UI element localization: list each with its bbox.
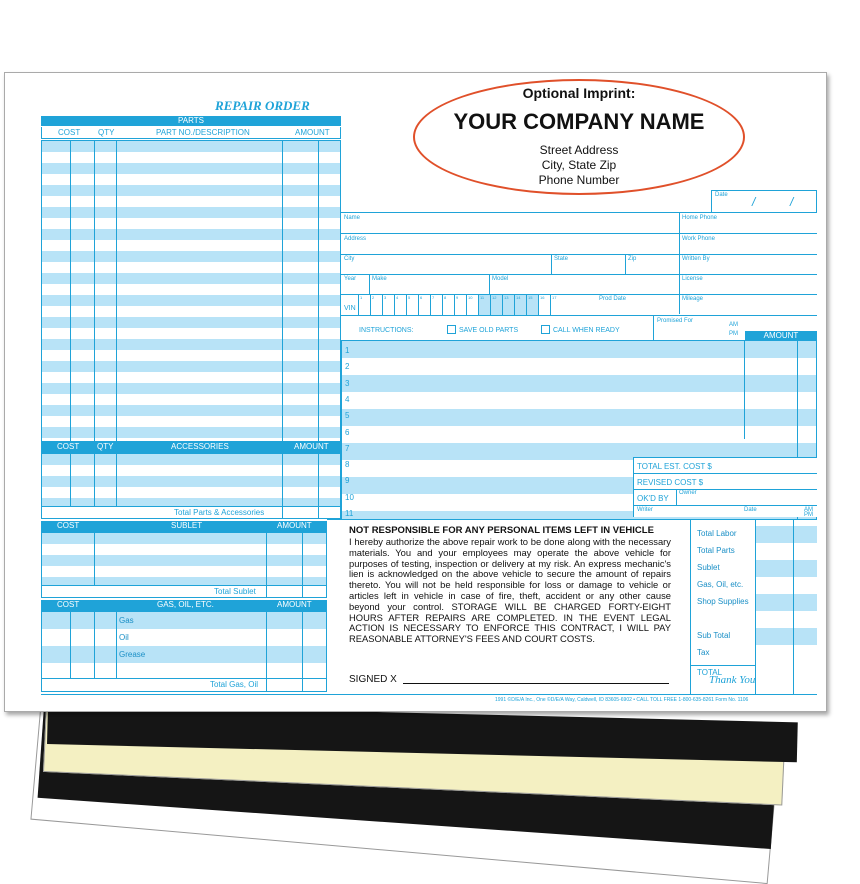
vin-digit-box[interactable]: 3	[382, 295, 394, 315]
okd-by-label[interactable]: OK'D BY	[637, 494, 669, 503]
vin-digit-box[interactable]: 16	[538, 295, 550, 315]
totals-item-label: Total Parts	[697, 546, 735, 555]
state-field[interactable]: State	[554, 256, 569, 262]
total-est-cost-label[interactable]: TOTAL EST. COST $	[637, 462, 712, 471]
parts-header: PARTS	[41, 116, 341, 126]
vin-digit-box[interactable]: 1	[358, 295, 370, 315]
company-name: YOUR COMPANY NAME	[453, 109, 705, 134]
totals-item-label: Sub Total	[697, 631, 731, 640]
instructions-row: INSTRUCTIONS: SAVE OLD PARTS CALL WHEN READY Promised For AM PM	[341, 315, 817, 341]
instruction-line-number: 9	[345, 476, 350, 486]
instructions-label: INSTRUCTIONS:	[359, 327, 414, 334]
oil-label: Oil	[119, 633, 129, 642]
parts-table-rows[interactable]	[41, 140, 341, 442]
license-field[interactable]: License	[682, 276, 703, 282]
total-parts-accessories-row[interactable]	[41, 507, 341, 519]
instruction-line-number: 3	[345, 378, 350, 388]
address-field[interactable]: Address	[344, 236, 367, 242]
instruction-line-number: 11	[345, 509, 354, 518]
instruction-line-number: 2	[345, 362, 350, 372]
amount-header: AMOUNT	[745, 331, 817, 341]
totals-item-label: Shop Supplies	[697, 597, 749, 606]
call-when-ready-checkbox[interactable]	[541, 325, 550, 334]
instruction-line-number: 10	[345, 492, 354, 502]
totals-column	[691, 519, 817, 694]
signed-label: SIGNED X	[349, 674, 397, 685]
sublet-table-rows[interactable]	[41, 532, 327, 586]
vin-digit-boxes[interactable]	[358, 295, 562, 315]
instruction-line-number: 4	[345, 394, 350, 404]
total-sublet-row[interactable]	[41, 586, 327, 598]
vin-digit-box[interactable]: 14	[514, 295, 526, 315]
thank-you-text: Thank You	[709, 674, 756, 686]
home-phone-field[interactable]: Home Phone	[682, 215, 718, 221]
save-old-parts-label: SAVE OLD PARTS	[459, 327, 519, 334]
form-footer: 1991 ©D/E/A Inc., One ©D/E/A Way, Caldwell, ID 83605-6902 • CALL TOLL FREE 1-800-635-8261 Form No. 1106	[495, 697, 749, 703]
grease-label: Grease	[119, 650, 146, 659]
signature-line[interactable]	[403, 683, 669, 684]
sublet-header: COST SUBLET AMOUNT	[41, 521, 327, 532]
name-field[interactable]: Name	[344, 215, 361, 221]
call-when-ready-label: CALL WHEN READY	[553, 327, 620, 334]
save-old-parts-checkbox[interactable]	[447, 325, 456, 334]
year-field[interactable]: Year	[344, 276, 357, 282]
city-field[interactable]: City	[344, 256, 355, 262]
city-state-zip: City, State Zip	[541, 158, 617, 172]
legal-body: I hereby authorize the above repair work to be done along with the necessary materials. You and your employees may operate the above vehicle for purposes of testing, inspection or delivery at my risk. An express mechanic's lien is acknowledged on the above vehicle to secure the amount of repairs thereto. You will not be held responsible for loss or damage to vehicle or articles left in vehicle in case of fire, theft, accident or any other cause beyond your control. STORAGE WILL BE CHARGED FORTY-EIGHT HOURS AFTER REPAIRS ARE COMPLETED. IN THE EVENT LEGAL ACTION IS NECESSARY TO ENFORCE THIS CONTRACT, I WILL PAY REASONABLE ATTORNEY'S FEES AND COURT COSTS.	[349, 536, 671, 645]
vin-digit-box[interactable]: 2	[370, 295, 382, 315]
revised-cost-label[interactable]: REVISED COST $	[637, 478, 704, 487]
vin-digit-box[interactable]: 11	[478, 295, 490, 315]
legal-heading: NOT RESPONSIBLE FOR ANY PERSONAL ITEMS LEFT IN VEHICLE	[349, 525, 654, 536]
total-label: TOTAL	[697, 668, 723, 677]
estimate-box: TOTAL EST. COST $ REVISED COST $ OK'D BY Owner Writer Date AM PM	[633, 457, 817, 517]
vin-digit-box[interactable]: 9	[454, 295, 466, 315]
total-sublet-label: Total Sublet	[214, 587, 256, 596]
work-phone-field[interactable]: Work Phone	[682, 236, 715, 242]
totals-item-label: Sublet	[697, 563, 720, 572]
make-field[interactable]: Make	[372, 276, 387, 282]
phone-number: Phone Number	[538, 173, 620, 187]
vin-digit-box[interactable]: 7	[430, 295, 442, 315]
vin-digit-box[interactable]: 15	[526, 295, 538, 315]
totals-item-label: Tax	[697, 648, 710, 657]
street-address: Street Address	[539, 143, 619, 157]
total-parts-accessories-label: Total Parts & Accessories	[174, 508, 265, 517]
parts-column-headers: COST QTY PART NO./DESCRIPTION AMOUNT	[41, 127, 341, 139]
date-field[interactable]: Date / /	[711, 190, 817, 212]
total-gas-oil-row[interactable]	[41, 679, 327, 692]
repair-order-form	[4, 72, 827, 712]
vin-digit-box[interactable]: 4	[394, 295, 406, 315]
written-by-field[interactable]: Written By	[682, 256, 710, 262]
zip-field[interactable]: Zip	[628, 256, 637, 262]
instruction-line-number: 7	[345, 443, 350, 453]
form-title: REPAIR ORDER	[215, 98, 310, 113]
vin-digit-box[interactable]: 8	[442, 295, 454, 315]
totals-item-label: Total Labor	[697, 529, 737, 538]
vin-digit-box[interactable]: 17	[550, 295, 562, 315]
gas-oil-header: COST GAS, OIL, ETC. AMOUNT	[41, 600, 327, 611]
totals-amount-cells[interactable]	[755, 526, 817, 662]
model-field[interactable]: Model	[492, 276, 509, 282]
legal-authorization	[327, 519, 691, 694]
vin-field[interactable]	[341, 295, 593, 315]
total-gas-oil-label: Total Gas, Oil	[210, 680, 259, 689]
instruction-line-number: 8	[345, 460, 350, 470]
imprint-heading: Optional Imprint:	[522, 85, 636, 101]
vin-digit-box[interactable]: 13	[502, 295, 514, 315]
vin-digit-box[interactable]: 10	[466, 295, 478, 315]
gas-oil-table-rows[interactable]	[41, 611, 327, 679]
gas-label: Gas	[119, 616, 134, 625]
prod-date-field[interactable]: Prod Date	[599, 296, 627, 302]
instruction-line-number: 5	[345, 411, 350, 421]
accessories-header: COST QTY ACCESSORIES AMOUNT	[41, 442, 341, 453]
vin-digit-box[interactable]: 12	[490, 295, 502, 315]
totals-item-label: Gas, Oil, etc.	[697, 580, 744, 589]
accessories-table-rows[interactable]	[41, 453, 341, 507]
vin-digit-box[interactable]: 5	[406, 295, 418, 315]
vin-label: VIN	[344, 305, 356, 312]
instruction-line-number: 6	[345, 427, 350, 437]
instruction-line-number: 1	[345, 346, 350, 355]
vin-digit-box[interactable]: 6	[418, 295, 430, 315]
mileage-field[interactable]: Mileage	[682, 296, 704, 302]
promised-for-label: Promised For	[657, 318, 694, 324]
